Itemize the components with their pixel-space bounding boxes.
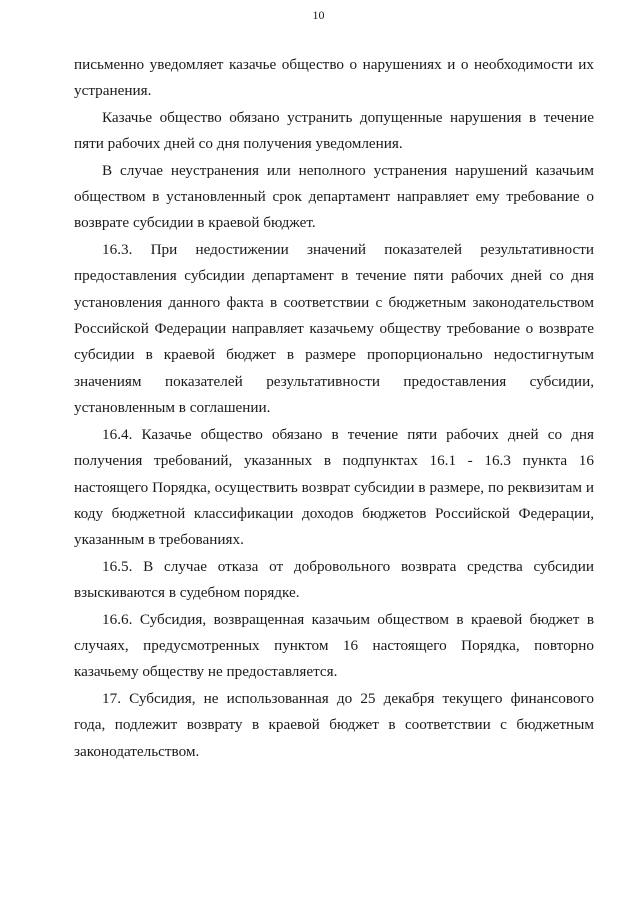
paragraph-16-3: 16.3. При недостижении значений показателей результативности предоставления субсидии департамент в течение пяти рабочих дней со дня установления данного факта в соответствии с бюджетным законодательством Российской Федерации направляет казачьему обществу требование о возврате субсидии в краевой бюджет в размере пропорционально недостигнутым значениям показателей результативности предоставления субсидии, установленным в соглашении. (74, 240, 594, 417)
paragraph-continuation: письменно уведомляет казачье общество о нарушениях и о необходимости их устранения. (74, 56, 594, 100)
paragraph-violation-fix: Казачье общество обязано устранить допущенные нарушения в течение пяти рабочих дней со дня получения уведомления. (74, 108, 594, 153)
paragraph-16-4: 16.4. Казачье общество обязано в течение пяти рабочих дней со дня получения требований, указанных в подпунктах 16.1 - 16.3 пункта 16 настоящего Порядка, осуществить возврат субсидии в размере, по реквизитам и коду бюджетной классификации доходов бюджетов Российской Федерации, указанным в требованиях. (74, 425, 594, 549)
page-number: 10 (312, 8, 325, 22)
paragraph-16-5: 16.5. В случае отказа от добровольного возврата средства субсидии взыскиваются в судебном порядке. (74, 557, 594, 602)
document-body (74, 52, 594, 765)
paragraph-non-fix: В случае неустранения или неполного устранения нарушений казачьим обществом в установленный срок департамент направляет ему требование о возврате субсидии в краевой бюджет. (74, 161, 594, 232)
paragraph-17: 17. Субсидия, не использованная до 25 декабря текущего финансового года, подлежит возврату в краевой бюджет в соответствии с бюджетным законодательством. (74, 689, 594, 760)
paragraph-16-6: 16.6. Субсидия, возвращенная казачьим обществом в краевой бюджет в случаях, предусмотренных пунктом 16 настоящего Порядка, повторно казачьему обществу не предоставляется. (74, 610, 594, 681)
